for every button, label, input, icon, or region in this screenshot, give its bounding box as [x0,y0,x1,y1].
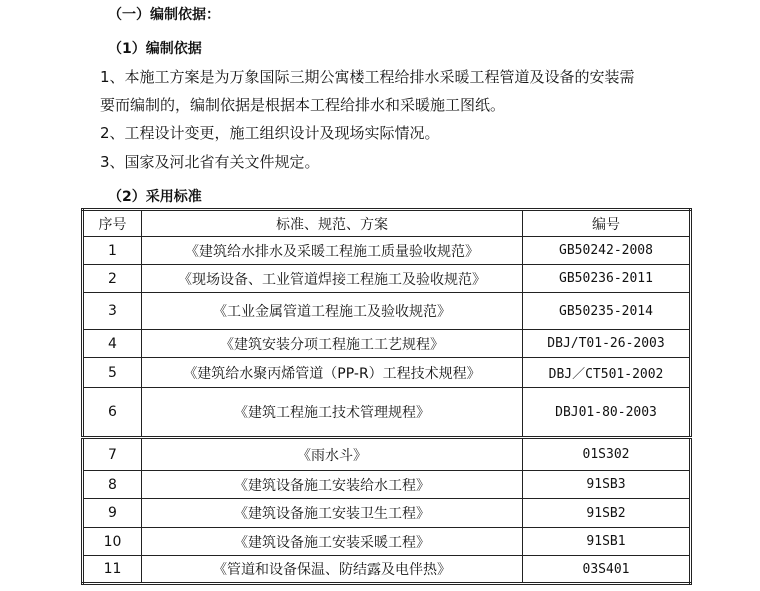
standard-code: GB50242-2008 [523,237,691,265]
standard-name: 《现场设备、工业管道焊接工程施工及验收规范》 [142,265,523,293]
table-row [83,265,691,293]
standard-code: 91SB1 [523,528,691,556]
table-row [83,358,691,388]
row-number: 11 [83,556,142,584]
standard-code: 91SB2 [523,499,691,528]
row-number: 9 [83,499,142,528]
standard-code: DBJ01-80-2003 [523,388,691,438]
standard-code: DBJ/T01-26-2003 [523,330,691,358]
row-number: 8 [83,471,142,499]
standard-name: 《建筑工程施工技术管理规程》 [142,388,523,438]
row-number: 4 [83,330,142,358]
standard-name: 《雨水斗》 [142,438,523,471]
table-row [83,330,691,358]
row-number: 10 [83,528,142,556]
standard-code: GB50236-2011 [523,265,691,293]
header-cell: 序号 [83,210,142,237]
standard-code: 01S302 [523,438,691,471]
paragraph: 2、工程设计变更，施工组织设计及现场实际情况。 [100,124,440,142]
paragraph: 1、本施工方案是为万象国际三期公寓楼工程给排水采暖工程管道及设备的安装需 [100,68,635,86]
subsection-heading: （2）采用标准 [108,189,202,205]
table-row [83,293,691,330]
paragraph: 要而编制的，编制依据是根据本工程给排水和采暖施工图纸。 [100,96,506,114]
standard-name: 《建筑给水聚丙烯管道（PP-R）工程技术规程》 [142,358,523,388]
standard-name: 《建筑设备施工安装给水工程》 [142,471,523,499]
row-number: 5 [83,358,142,388]
standard-name: 《建筑给水排水及采暖工程施工质量验收规范》 [142,237,523,265]
standard-name: 《建筑安装分项工程施工工艺规程》 [142,330,523,358]
table-header-row [83,210,691,237]
row-number: 7 [83,438,142,471]
standard-name: 《建筑设备施工安装卫生工程》 [142,499,523,528]
standards-table [81,208,692,585]
table-row [83,556,691,584]
table-row [83,388,691,438]
header-cell: 标准、规范、方案 [142,210,523,237]
row-number: 2 [83,265,142,293]
section-heading: （一）编制依据： [108,7,220,23]
table-row [83,499,691,528]
paragraph: 3、国家及河北省有关文件规定。 [100,153,320,171]
standard-code: GB50235-2014 [523,293,691,330]
subsection-heading: （1）编制依据 [108,41,202,57]
table-row [83,438,691,471]
standard-name: 《建筑设备施工安装采暖工程》 [142,528,523,556]
row-number: 1 [83,237,142,265]
row-number: 6 [83,388,142,438]
table-row [83,237,691,265]
standard-code: DBJ／CT501-2002 [523,358,691,388]
table-row [83,471,691,499]
standard-name: 《管道和设备保温、防结露及电伴热》 [142,556,523,584]
header-cell: 编号 [523,210,691,237]
standard-code: 91SB3 [523,471,691,499]
row-number: 3 [83,293,142,330]
table-row [83,528,691,556]
standard-name: 《工业金属管道工程施工及验收规范》 [142,293,523,330]
standard-code: 03S401 [523,556,691,584]
